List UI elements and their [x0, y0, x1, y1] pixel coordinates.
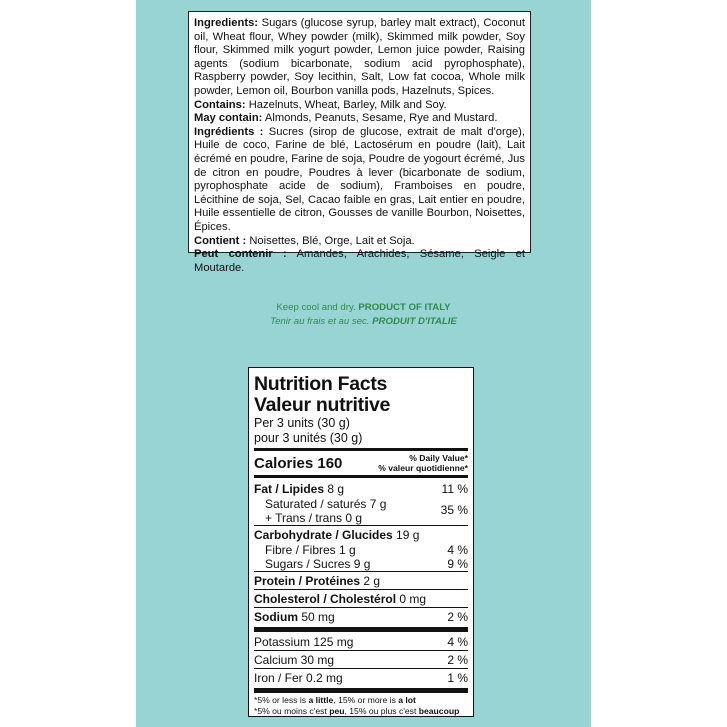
- fat-row: Fat / Lipides 8 g 11 %: [254, 482, 468, 496]
- protein-row: Protein / Protéines 2 g: [254, 574, 381, 588]
- may-contain-fr: Peut contenir : Amandes, Arachides, Sésame, Seigle et Moutarde.: [194, 248, 525, 274]
- cholesterol-row: Cholesterol / Cholestérol 0 mg: [254, 592, 427, 606]
- iron-row: Iron / Fer 0.2 mg 1 %: [254, 671, 468, 685]
- ingredients-fr: Ingrédients : Sucres (sirop de glucose, extrait de malt d'orge), Huile de coco, Farine de blé, Lactosérum en poudre (lait), Lait écrémé en poudre, Farine de soja, Poudre de yogourt écrémé, Jus de citron en poudre, Poudres à lever (bicarbonate de sodium, pyrophosphate acide de sodium), Framboises en poudre, Lécithine de soja, Sel, Cacao faible en gras, Lait entier en poudre, Huile essentielle de citron, Gousses de vanille Bourbon, Noisettes, Épices.: [194, 125, 525, 233]
- serving-size-en: Per 3 units (30 g): [254, 416, 350, 430]
- footnote-fr: *5% ou moins c'est peu, 15% ou plus c'est beaucoup: [254, 706, 460, 716]
- nutrition-title-en: Nutrition Facts: [254, 373, 388, 395]
- serving-size-fr: pour 3 unités (30 g): [254, 431, 363, 445]
- contains-en: Contains: Hazelnuts, Wheat, Barley, Milk and Soy.: [194, 98, 447, 111]
- calories-row: [254, 453, 468, 473]
- contains-fr: Contient : Noisettes, Blé, Orge, Lait et Soja.: [194, 234, 415, 247]
- divider: [254, 627, 468, 632]
- divider: [254, 475, 468, 478]
- footnote-en: *5% or less is a little, 15% or more is a lot: [254, 695, 416, 705]
- daily-value-header: % Daily Value* % valeur quotidienne*: [378, 453, 468, 473]
- storage-fr: Tenir au frais et au sec. PRODUIT D'ITALIE: [270, 316, 457, 327]
- fibre-row: Fibre / Fibres 1 g 4 %: [265, 543, 468, 557]
- saturated-row: Saturated / saturés 7 g 35 %: [265, 497, 468, 517]
- carbohydrate-row: Carbohydrate / Glucides 19 g: [254, 528, 420, 542]
- sodium-row: Sodium 50 mg 2 %: [254, 610, 468, 624]
- nutrition-facts-table: [248, 367, 474, 717]
- divider: [254, 448, 468, 451]
- may-contain-en: May contain: Almonds, Peanuts, Sesame, Rye and Mustard.: [194, 112, 498, 125]
- ingredients-box: [188, 11, 531, 274]
- sugars-row: Sugars / Sucres 9 g 9 %: [265, 557, 468, 571]
- trans-row: + Trans / trans 0 g: [265, 511, 363, 525]
- nutrition-title-fr: Valeur nutritive: [254, 394, 391, 416]
- ingredients-en: Ingredients: Sugars (glucose syrup, barley malt extract), Coconut oil, Wheat flour, Whey powder (milk), Skimmed milk powder, Soy flour, Skimmed milk yogurt powder, Lemon juice powder, Raising agents (sodium bicarbonate, sodium acid pyrophosphate), Raspberry powder, Soy lecithin, Salt, Low fat cocoa, Whole milk powder, Lemon oil, Bourbon vanilla pods, Hazelnuts, Spices.: [194, 17, 526, 97]
- footnote: [254, 693, 468, 717]
- storage-en: Keep cool and dry. PRODUCT OF ITALY: [276, 302, 451, 313]
- calories-label: Calories 160: [254, 455, 343, 472]
- calcium-row: Calcium 30 mg 2 %: [254, 653, 468, 667]
- potassium-row: Potassium 125 mg 4 %: [254, 635, 468, 649]
